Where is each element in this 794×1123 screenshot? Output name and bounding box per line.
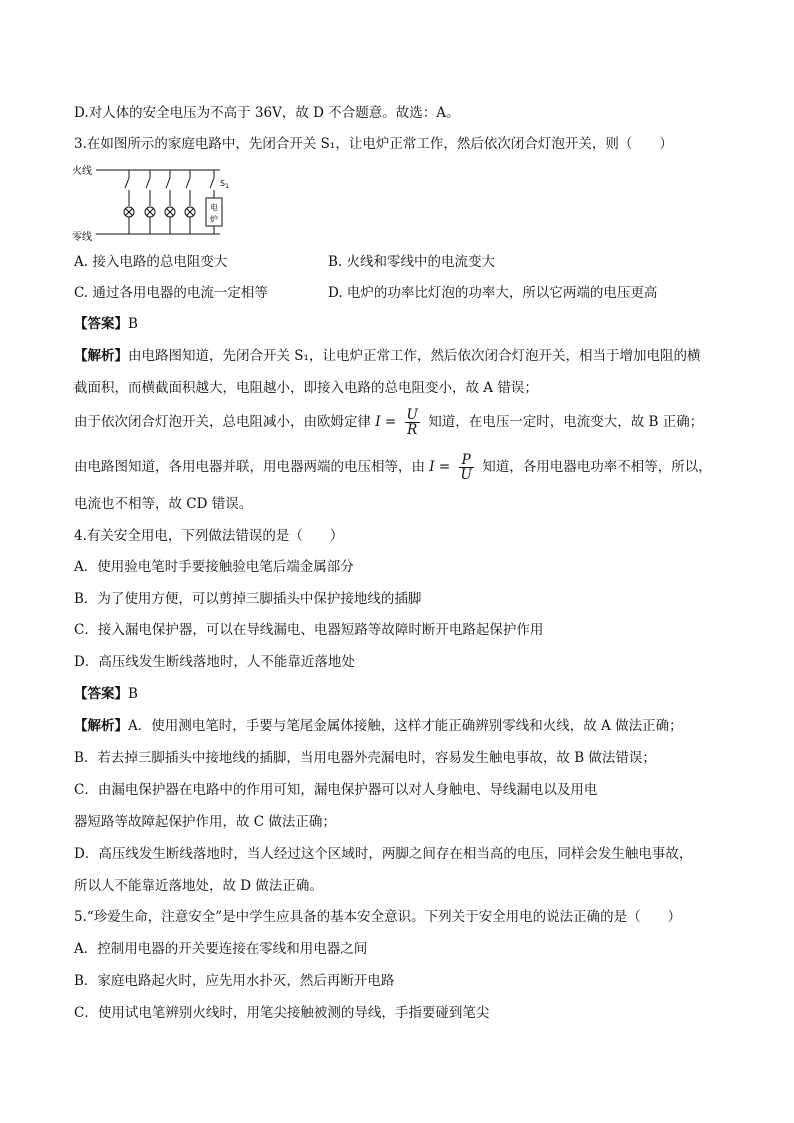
neutral-wire-label: 零线 <box>72 232 92 242</box>
option-b: B. 火线和零线中的电流变大 <box>328 254 496 270</box>
switch-label: $S_1$ <box>220 179 229 190</box>
answer-label: 【答案】 <box>74 316 128 332</box>
answer-line <box>74 684 724 704</box>
answer-value: B <box>128 686 138 702</box>
explanation-line: 由电路图知道，各用电器并联，用电器两端的电压相等，由 I = $\frac{P}{U}$ 知道，各用电器电功率不相等，所以， <box>74 452 712 483</box>
heater-label-1: 电 <box>210 203 218 212</box>
answer-line <box>74 314 724 334</box>
question-3-stem: 3.在如图所示的家庭电路中，先闭合开关 S₁，让电炉正常工作，然后依次闭合灯泡开关，则（ ） <box>74 136 673 152</box>
lamp-branch-4 <box>185 170 195 234</box>
explanation-line: C．由漏电保护器在电路中的作用可知，漏电保护器可以对人身触电、导线漏电以及用电 <box>74 782 598 798</box>
explanation-line: 【解析】A．使用测电笔时，手要与笔尾金属体接触，这样才能正确辨别零线和火线，故 A 做法正确； <box>74 718 683 734</box>
formula-lhs: I = <box>375 414 397 430</box>
option-c: C．接入漏电保护器，可以在导线漏电、电器短路等故障时断开电路起保护作用 <box>74 622 544 638</box>
option-c: C．使用试电笔辨别火线时，用笔尖接触被测的导线，手指要碰到笔尖 <box>74 1005 490 1021</box>
option-d: D．高压线发生断线落地时，人不能靠近落地处 <box>74 654 355 670</box>
explanation-line: 电流也不相等，故 CD 错误。 <box>74 496 253 512</box>
text-line: D.对人体的安全电压为不高于 36V，故 D 不合题意。故选：A。 <box>74 105 460 121</box>
lamp-branch-3 <box>165 170 175 234</box>
explanation-line: 器短路等故障起保护作用，故 C 做法正确； <box>74 814 336 830</box>
lamp-branch-1 <box>124 170 134 234</box>
explanation-line: 所以人不能靠近落地处，故 D 做法正确。 <box>74 878 323 894</box>
explanation-label: 【解析】 <box>74 348 128 364</box>
option-a: A. 接入电路的总电阻变大 <box>74 254 228 270</box>
heater-branch <box>206 170 229 234</box>
explanation-label: 【解析】 <box>74 718 128 734</box>
power-fraction: $\frac{P}{U}$ <box>460 452 472 483</box>
live-wire-label: 火线 <box>72 166 92 177</box>
option-a: A．使用验电笔时手要接触验电笔后端金属部分 <box>74 559 354 575</box>
question-5-stem: 5.“珍爱生命，注意安全”是中学生应具备的基本安全意识。下列关于安全用电的说法正确的是（ ） <box>74 909 682 925</box>
circuit-diagram <box>70 160 250 242</box>
heater-label-2: 炉 <box>210 215 218 224</box>
option-d: D. 电炉的功率比灯泡的功率大，所以它两端的电压更高 <box>328 285 658 301</box>
explanation-line: 由于依次闭合灯泡开关，总电阻减小，由欧姆定律 I = $\frac{U}{R}$ 知道，在电压一定时，电流变大，故 B 正确； <box>74 407 704 438</box>
explanation-line: D．高压线发生断线落地时，当人经过这个区域时，两脚之间存在相当高的电压，同样会发生触电事故， <box>74 846 693 862</box>
question-4-stem: 4.有关安全用电，下列做法错误的是（ ） <box>74 528 344 544</box>
explanation-line: 截面积，而横截面积越大，电阻越小，即接入电路的总电阻变小，故 A 错误； <box>74 380 538 396</box>
answer-label: 【答案】 <box>74 686 128 702</box>
ohm-fraction: $\frac{U}{R}$ <box>406 407 418 438</box>
option-b: B．家庭电路起火时，应先用水扑灭，然后再断开电路 <box>74 973 395 989</box>
explanation-line: 【解析】由电路图知道，先闭合开关 S₁，让电炉正常工作，然后依次闭合灯泡开关，相当于增加电阻的横 <box>74 348 701 364</box>
answer-value: B <box>128 316 138 332</box>
option-a: A．控制用电器的开关要连接在零线和用电器之间 <box>74 941 368 957</box>
option-b: B．为了使用方便，可以剪掉三脚插头中保护接地线的插脚 <box>74 591 422 607</box>
option-c: C. 通过各用电器的电流一定相等 <box>74 285 268 301</box>
formula-lhs: I = <box>429 459 451 475</box>
explanation-line: B．若去掉三脚插头中接地线的插脚，当用电器外壳漏电时，容易发生触电事故，故 B 做法错误； <box>74 750 656 766</box>
lamp-branch-2 <box>145 170 155 234</box>
